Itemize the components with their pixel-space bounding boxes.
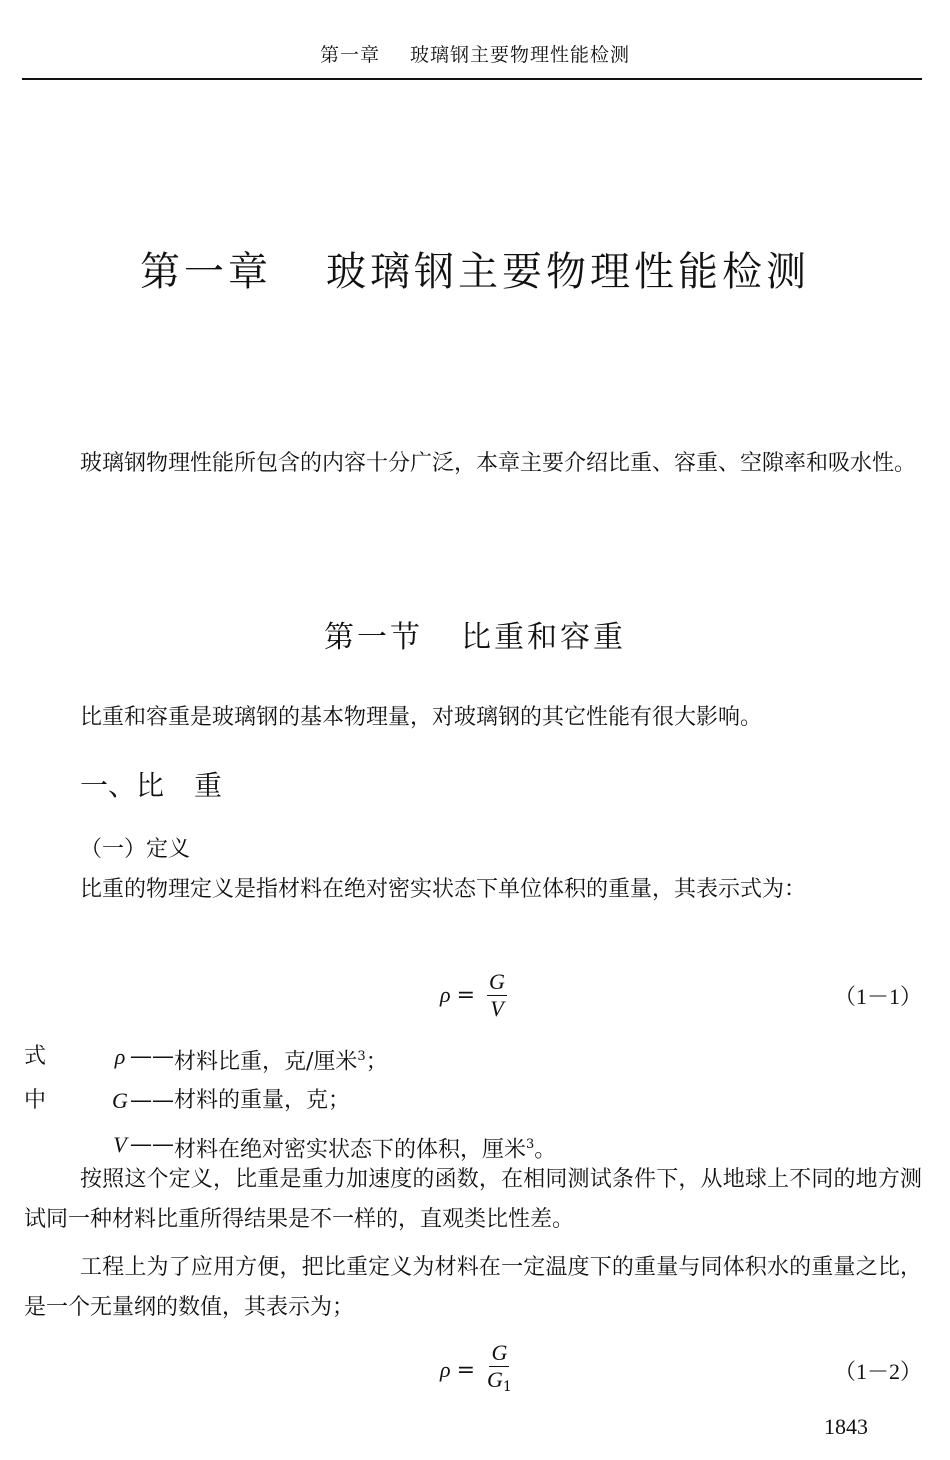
formula-1-numerator: G bbox=[489, 968, 505, 994]
formula-1-number: （1－1） bbox=[833, 984, 922, 1009]
subheading-number: 一、比 bbox=[80, 769, 165, 802]
definition-text: 材料比重，克/厘米$^3$； bbox=[174, 1049, 388, 1075]
formula-1-denominator: V bbox=[490, 995, 504, 1021]
subheading bbox=[80, 764, 222, 804]
formula-2-denominator: G1 bbox=[487, 1367, 512, 1395]
definition-text: 材料的重量，克； bbox=[174, 1088, 351, 1113]
formula-2-number: （1－2） bbox=[833, 1359, 922, 1384]
formula-1-lhs: ρ bbox=[440, 982, 451, 1007]
formula-2 bbox=[0, 1340, 950, 1400]
formula-1-equals: = bbox=[456, 982, 475, 1008]
sub-subheading: （一）定义 bbox=[80, 837, 191, 862]
running-header bbox=[0, 40, 950, 67]
section-title bbox=[0, 612, 950, 656]
definition-symbol: ρ bbox=[114, 1044, 126, 1069]
definition-symbol: V bbox=[113, 1132, 127, 1157]
where-label: 式中 bbox=[24, 1044, 47, 1113]
definition-paragraph: 比重的物理定义是指材料在绝对密实状态下单位体积的重量，其表示式为： bbox=[80, 877, 807, 902]
intro-paragraph: 玻璃钢物理性能所包含的内容十分广泛，本章主要介绍比重、容重、空隙率和吸水性。 bbox=[80, 451, 917, 476]
section-intro-paragraph: 比重和容重是玻璃钢的基本物理量，对玻璃钢的其它性能有很大影响。 bbox=[80, 705, 763, 730]
running-header-title: 玻璃钢主要物理性能检测 bbox=[410, 44, 631, 66]
section-name: 比重和容重 bbox=[461, 620, 626, 655]
chapter-title bbox=[0, 240, 950, 297]
gravity-paragraph: 按照这个定义，比重是重力加速度的函数，在相同测试条件下，从地球上不同的地方测试同一种材料比重所得结果是不一样的，直观类比性差。 bbox=[24, 1167, 922, 1232]
section-number: 第一节 bbox=[324, 620, 423, 655]
subheading-title: 重 bbox=[194, 769, 223, 802]
formula-1 bbox=[0, 965, 950, 1025]
definition-dash: —— bbox=[130, 1088, 174, 1113]
engineering-paragraph: 工程上为了应用方便，把比重定义为材料在一定温度下的重量与同体积水的重量之比，是一个无量纲的数值，其表示为； bbox=[24, 1255, 922, 1320]
chapter-name: 玻璃钢主要物理性能检测 bbox=[326, 249, 810, 295]
definition-dash: —— bbox=[130, 1132, 174, 1157]
running-header-chapter: 第一章 bbox=[319, 44, 380, 66]
definition-symbol: G bbox=[112, 1088, 128, 1113]
chapter-number: 第一章 bbox=[140, 249, 272, 295]
formula-2-numerator: G bbox=[491, 1340, 508, 1365]
formula-2-equals: = bbox=[456, 1357, 475, 1383]
header-rule bbox=[22, 78, 922, 80]
definition-dash: —— bbox=[130, 1044, 174, 1069]
formula-2-lhs: ρ bbox=[440, 1357, 451, 1382]
page-number: 1843 bbox=[824, 1414, 868, 1439]
definition-text: 材料在绝对密实状态下的体积，厘米$^3$。 bbox=[174, 1137, 557, 1163]
